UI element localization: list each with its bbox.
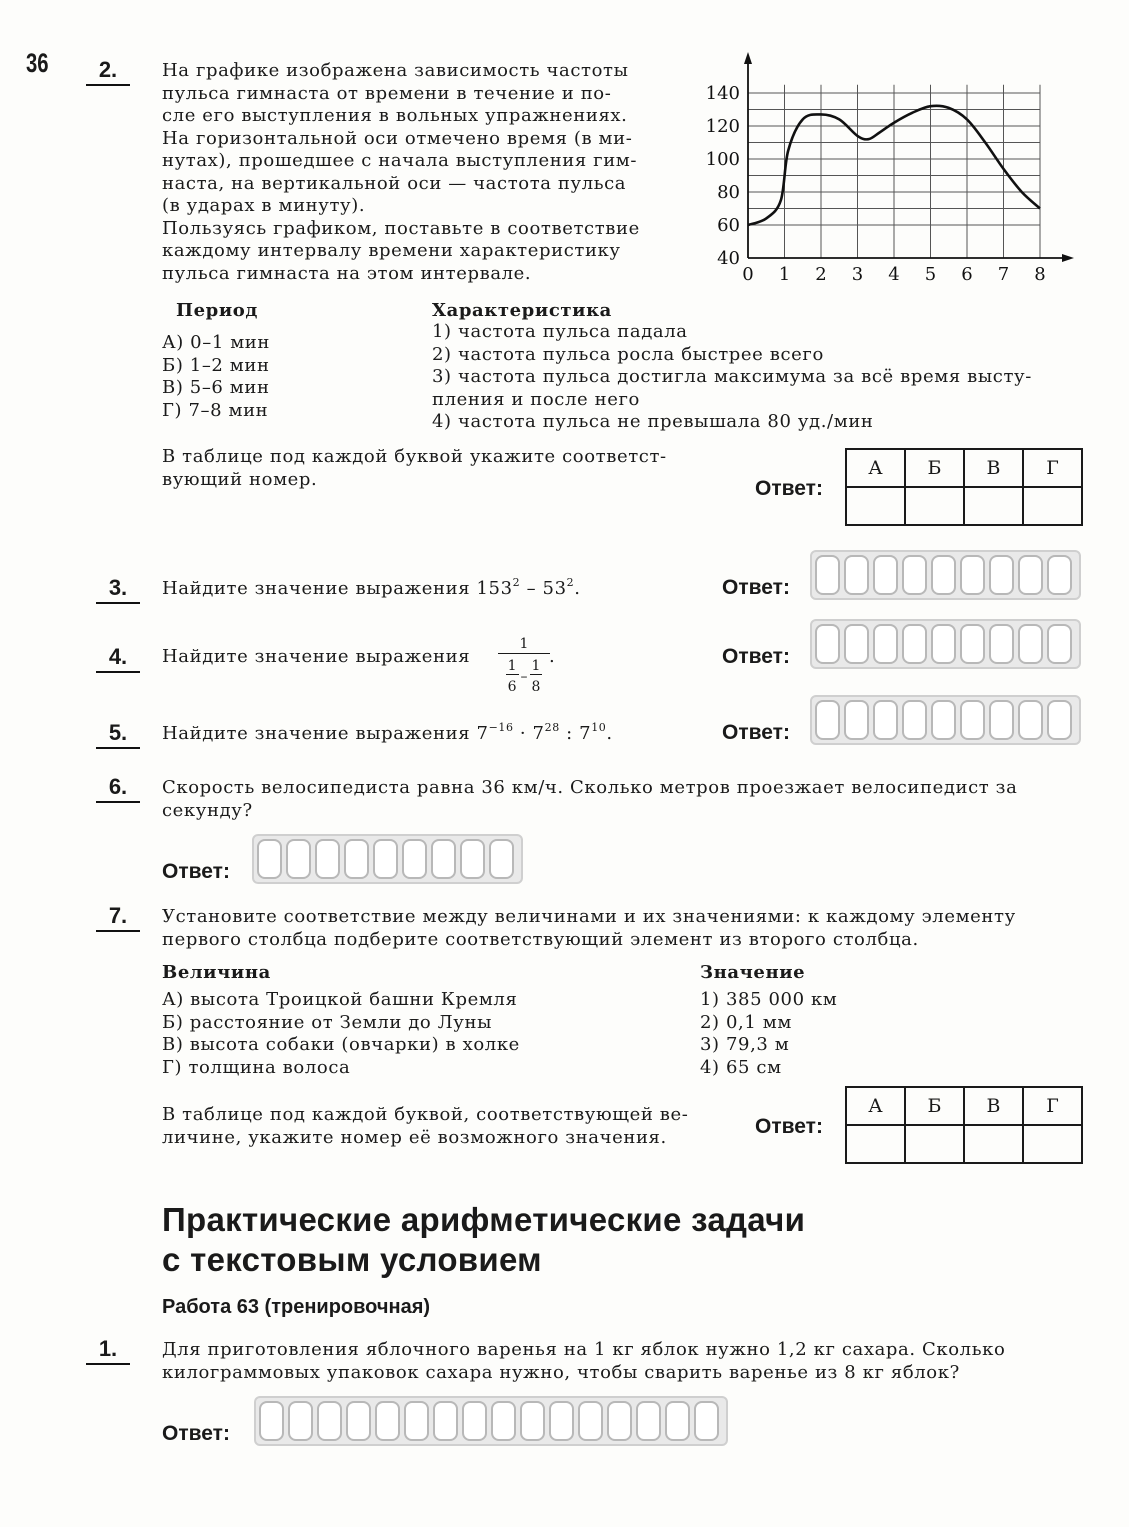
answer-cell[interactable]	[288, 1401, 313, 1441]
period-item: В) 5–6 мин	[162, 377, 270, 398]
page-number: 36	[26, 48, 49, 78]
answer-cell[interactable]	[844, 624, 869, 664]
answer-cell[interactable]	[489, 839, 514, 879]
x-tick-label: 1	[778, 264, 791, 285]
question-3-text	[162, 578, 581, 601]
answer-cell[interactable]	[549, 1401, 574, 1441]
answer-cell[interactable]	[1018, 700, 1043, 740]
answer-cell[interactable]	[902, 555, 927, 595]
answer-cell[interactable]	[491, 1401, 516, 1441]
question-5-number: 5.	[96, 721, 140, 749]
q3-expr-part: – 53	[520, 578, 567, 599]
answer-cell[interactable]	[286, 839, 311, 879]
period-item: Б) 1–2 мин	[162, 354, 270, 376]
answer-cell-g[interactable]	[1023, 487, 1082, 525]
instruction-line: В таблице под каждой буквой, соответствующей ве-	[162, 1104, 689, 1125]
section-heading	[162, 1200, 805, 1280]
q4-small-fraction	[506, 658, 519, 695]
answer-cell[interactable]	[460, 839, 485, 879]
quantity-header: Величина	[162, 962, 271, 983]
characteristic-header: Характеристика	[432, 300, 612, 321]
answer-cell-a[interactable]	[846, 487, 905, 525]
q3-answer-cells[interactable]	[810, 550, 1081, 600]
period-item: Г) 7–8 мин	[162, 399, 269, 421]
q4-fraction	[498, 636, 550, 695]
answer-cell[interactable]	[989, 624, 1014, 664]
small-numerator: 1	[531, 658, 541, 674]
q5-expr-part: : 7	[559, 723, 592, 744]
q2-answer-table	[845, 448, 1083, 526]
characteristic-item: пления и после него	[432, 388, 640, 410]
q5-exponent: 10	[591, 721, 607, 734]
table-header-g: Г	[1023, 449, 1082, 487]
question-1-number: 1.	[86, 1337, 130, 1365]
question-7-text	[162, 906, 1092, 951]
answer-cell[interactable]	[815, 555, 840, 595]
answer-cell[interactable]	[259, 1401, 284, 1441]
answer-cell[interactable]	[1018, 555, 1043, 595]
y-tick-label: 140	[705, 83, 740, 104]
q2-table-instruction	[162, 446, 742, 491]
answer-cell[interactable]	[873, 555, 898, 595]
answer-label: Ответ:	[722, 576, 790, 599]
question-5-text	[162, 723, 613, 746]
q3-expr-part: Найдите значение выражения 153	[162, 578, 513, 599]
question-4-number: 4.	[96, 645, 140, 673]
q2-line: На горизонтальной оси отмечено время (в ми-	[162, 127, 633, 149]
characteristic-item: 4) частота пульса не превышала 80 уд./мин	[432, 411, 874, 432]
q2-line: наста, на вертикальной оси — частота пульса	[162, 172, 627, 194]
question-6-number: 6.	[96, 775, 140, 803]
answer-cell[interactable]	[902, 700, 927, 740]
answer-cell[interactable]	[257, 839, 282, 879]
question-3-number: 3.	[96, 576, 140, 604]
answer-cell[interactable]	[344, 839, 369, 879]
answer-label: Ответ:	[162, 1422, 230, 1445]
answer-cell[interactable]	[844, 700, 869, 740]
x-tick-label: 7	[997, 264, 1010, 285]
answer-cell[interactable]	[989, 700, 1014, 740]
answer-cell[interactable]	[520, 1401, 545, 1441]
question-1-text	[162, 1339, 1092, 1384]
q3-exponent: 2	[566, 576, 575, 589]
answer-cell[interactable]	[844, 555, 869, 595]
small-numerator: 1	[507, 658, 517, 674]
answer-cell[interactable]	[960, 555, 985, 595]
table-header-v: В	[964, 449, 1023, 487]
answer-cell-v[interactable]	[964, 487, 1023, 525]
q2-line: сле его выступления в вольных упражнениях.	[162, 105, 628, 126]
q3-exponent: 2	[512, 576, 521, 589]
answer-cell[interactable]	[873, 700, 898, 740]
quantity-item: В) высота собаки (овчарки) в холке	[162, 1034, 520, 1055]
q4-end: .	[549, 646, 556, 667]
q7-line: первого столбца подберите соответствующий элемент из второго столбца.	[162, 928, 919, 950]
answer-cell[interactable]	[1047, 700, 1072, 740]
q4-numerator: 1	[498, 636, 550, 654]
q7-answer-table	[845, 1086, 1083, 1164]
value-list	[700, 989, 837, 1079]
characteristic-item: 2) частота пульса росла быстрее всего	[432, 343, 824, 365]
q5-expr-part: Найдите значение выражения 7	[162, 723, 489, 744]
q6-line: секунду?	[162, 799, 253, 821]
answer-cell[interactable]	[815, 624, 840, 664]
q1-line: Для приготовления яблочного варенья на 1 кг яблок нужно 1,2 кг сахара. Сколько	[162, 1339, 1006, 1360]
answer-cell[interactable]	[462, 1401, 487, 1441]
heading-line: с текстовым условием	[162, 1241, 542, 1278]
answer-cell[interactable]	[431, 839, 456, 879]
q4-denominator	[498, 658, 550, 695]
question-2-number: 2.	[86, 58, 130, 86]
question-2-text	[162, 60, 682, 285]
x-tick-label: 6	[961, 264, 973, 285]
q5-expr-part: · 7	[513, 723, 545, 744]
answer-cell[interactable]	[931, 555, 956, 595]
table-header-a: А	[846, 449, 905, 487]
y-axis-arrow	[744, 52, 752, 64]
q5-exponent: 28	[544, 721, 560, 734]
q5-expr-end: .	[606, 723, 613, 744]
answer-cell[interactable]	[1047, 624, 1072, 664]
quantity-item: А) высота Троицкой башни Кремля	[162, 989, 518, 1010]
table-header-v: В	[964, 1087, 1023, 1125]
period-header: Период	[176, 300, 258, 321]
instruction-line: вующий номер.	[162, 468, 318, 490]
answer-cell[interactable]	[1018, 624, 1043, 664]
answer-cell[interactable]	[989, 555, 1014, 595]
answer-cell[interactable]	[960, 624, 985, 664]
q2-line: На графике изображена зависимость частоты	[162, 60, 629, 81]
table-header-b: Б	[905, 449, 964, 487]
q5-answer-cells[interactable]	[810, 695, 1081, 745]
q2-line: пульса гимнаста на этом интервале.	[162, 262, 532, 284]
question-6-text	[162, 777, 1092, 822]
characteristic-item: 1) частота пульса падала	[432, 321, 688, 342]
q2-line: каждому интервалу времени характеристику	[162, 240, 621, 261]
section-subheading: Работа 63 (тренировочная)	[162, 1296, 431, 1318]
quantity-item: Г) толщина волоса	[162, 1056, 351, 1078]
table-header-b: Б	[905, 1087, 964, 1125]
quantity-list	[162, 989, 520, 1079]
q2-line: Пользуясь графиком, поставьте в соответствие	[162, 217, 640, 239]
x-tick-label: 2	[815, 264, 827, 285]
q2-line: пульса гимнаста от времени в течение и по-	[162, 82, 612, 104]
answer-cell[interactable]	[315, 839, 340, 879]
small-denominator: 8	[531, 679, 541, 695]
answer-cell[interactable]	[931, 624, 956, 664]
q6-line: Скорость велосипедиста равна 36 км/ч. Сколько метров проезжает велосипедист за	[162, 777, 1018, 798]
x-tick-label: 8	[1034, 264, 1046, 285]
y-tick-label: 40	[717, 248, 740, 269]
answer-cell[interactable]	[902, 624, 927, 664]
period-list	[162, 332, 270, 422]
heading-line: Практические арифметические задачи	[162, 1201, 806, 1238]
q4-operator: –	[520, 668, 528, 685]
answer-cell[interactable]	[815, 700, 840, 740]
q4-answer-cells[interactable]	[810, 619, 1081, 669]
q7-table-instruction	[162, 1104, 742, 1149]
period-item: А) 0–1 мин	[162, 332, 270, 353]
answer-label: Ответ:	[722, 721, 790, 744]
answer-cell[interactable]	[873, 624, 898, 664]
y-tick-label: 100	[705, 149, 740, 170]
q2-line: нутах), прошедшее с начала выступления гим-	[162, 150, 638, 171]
q1-answer-cells[interactable]	[254, 1396, 728, 1446]
answer-cell[interactable]	[607, 1401, 632, 1441]
q5-exponent: −16	[488, 721, 514, 734]
question-4-text: Найдите значение выражения	[162, 646, 471, 667]
answer-cell[interactable]	[694, 1401, 719, 1441]
q2-line: (в ударах в минуту).	[162, 195, 366, 216]
quantity-item: Б) расстояние от Земли до Луны	[162, 1011, 493, 1033]
answer-cell[interactable]	[665, 1401, 690, 1441]
y-tick-label: 80	[717, 182, 740, 203]
answer-cell-g[interactable]	[1023, 1125, 1082, 1163]
x-tick-label: 0	[742, 264, 754, 285]
characteristic-list	[432, 321, 1032, 434]
small-denominator: 6	[507, 679, 517, 695]
table-header-g: Г	[1023, 1087, 1082, 1125]
answer-cell[interactable]	[346, 1401, 371, 1441]
answer-label: Ответ:	[755, 477, 823, 500]
q1-line: килограммовых упаковок сахара нужно, чтобы сварить варенье из 8 кг яблок?	[162, 1361, 960, 1383]
answer-label: Ответ:	[162, 860, 230, 883]
answer-label: Ответ:	[722, 645, 790, 668]
x-axis-arrow	[1062, 254, 1074, 262]
x-tick-label: 4	[888, 264, 900, 285]
x-tick-label: 3	[851, 264, 864, 285]
value-item: 4) 65 см	[700, 1056, 782, 1078]
answer-cell[interactable]	[404, 1401, 429, 1441]
table-header-a: А	[846, 1087, 905, 1125]
instruction-line: личине, укажите номер её возможного значения.	[162, 1126, 667, 1148]
answer-cell-b[interactable]	[905, 1125, 964, 1163]
y-tick-label: 120	[705, 116, 740, 137]
answer-cell[interactable]	[931, 700, 956, 740]
answer-cell-a[interactable]	[846, 1125, 905, 1163]
answer-cell[interactable]	[317, 1401, 342, 1441]
answer-cell[interactable]	[373, 839, 398, 879]
answer-cell-b[interactable]	[905, 487, 964, 525]
answer-cell[interactable]	[1047, 555, 1072, 595]
q7-line: Установите соответствие между величинами и их значениями: к каждому элементу	[162, 906, 1016, 927]
answer-cell[interactable]	[636, 1401, 661, 1441]
x-tick-label: 5	[924, 264, 937, 285]
answer-label: Ответ:	[755, 1115, 823, 1138]
q4-small-fraction	[530, 658, 543, 695]
question-7-number: 7.	[96, 904, 140, 932]
y-tick-label: 60	[717, 215, 740, 236]
answer-cell[interactable]	[375, 1401, 400, 1441]
value-header: Значение	[700, 962, 806, 983]
answer-cell[interactable]	[433, 1401, 458, 1441]
value-item: 2) 0,1 мм	[700, 1011, 792, 1033]
instruction-line: В таблице под каждой буквой укажите соответст-	[162, 446, 667, 467]
answer-cell[interactable]	[402, 839, 427, 879]
answer-cell[interactable]	[960, 700, 985, 740]
characteristic-item: 3) частота пульса достигла максимума за всё время высту-	[432, 366, 1032, 387]
pulse-chart	[695, 50, 1090, 295]
value-item: 3) 79,3 м	[700, 1034, 790, 1055]
answer-cell-v[interactable]	[964, 1125, 1023, 1163]
value-item: 1) 385 000 км	[700, 989, 838, 1010]
q6-answer-cells[interactable]	[252, 834, 523, 884]
q3-expr-end: .	[574, 578, 581, 599]
answer-cell[interactable]	[578, 1401, 603, 1441]
